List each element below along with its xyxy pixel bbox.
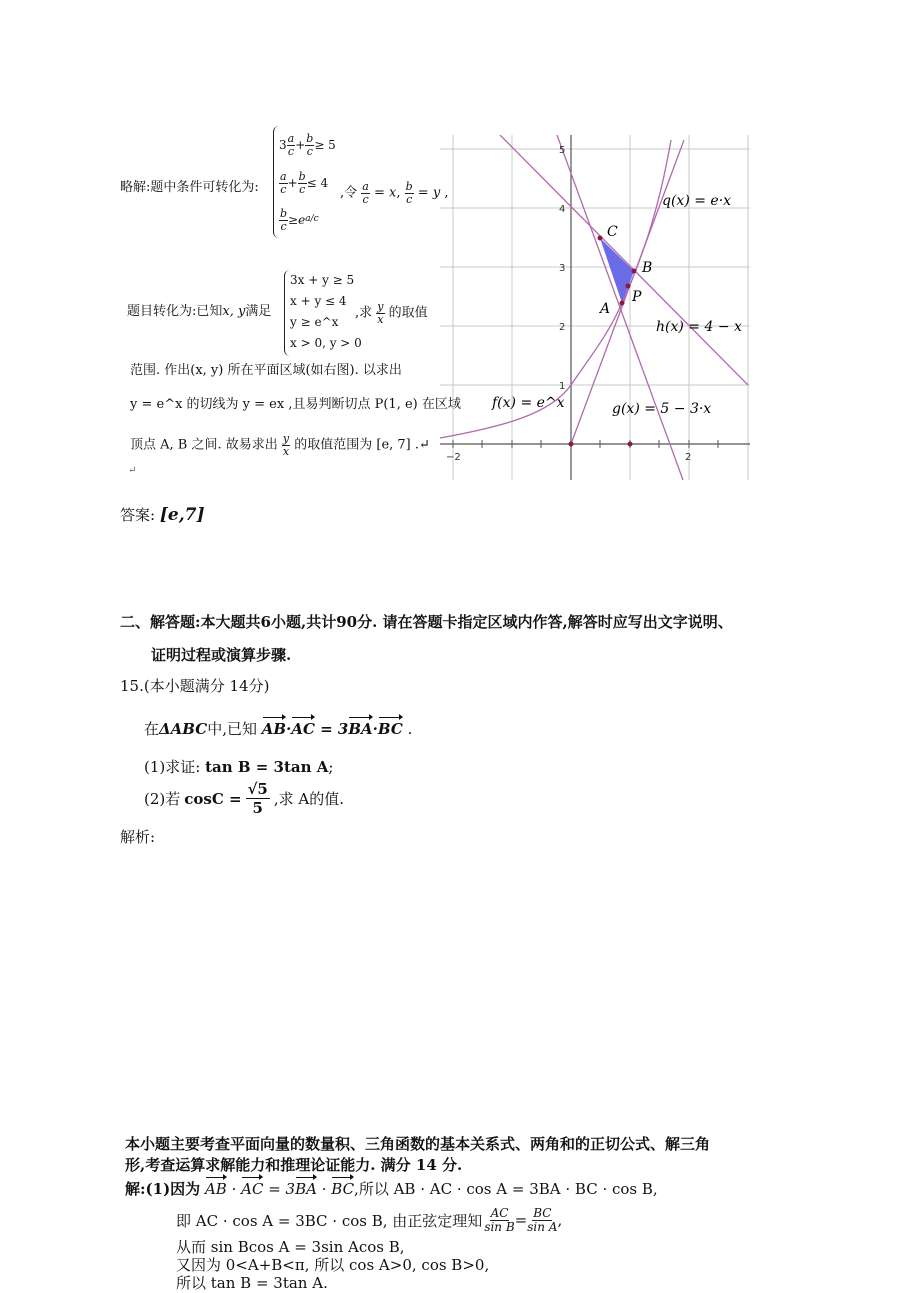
- section-heading-line1: 二、解答题:本大题共6小题,共计90分. 请在答题卡指定区域内作答,解答时应写出文字说明、: [120, 613, 733, 631]
- solution-step-1: 解:(1)因为 AB · AC = 3BA · BC,所以 AB · AC · cos A = 3BA · BC · cos B,: [125, 1180, 658, 1198]
- xy-cond-4: x > 0, y > 0: [290, 336, 362, 350]
- hint-line2-lead: 题目转化为:已知x, y满足: [127, 304, 272, 319]
- analysis-label: 解析:: [120, 828, 156, 846]
- point-c-label: C: [607, 224, 618, 240]
- point-b-label: B: [642, 260, 653, 276]
- feasible-region-graph: [440, 135, 750, 485]
- solution-intro-1: 本小题主要考查平面向量的数量积、三角函数的基本关系式、两角和的正切公式、解三角: [125, 1135, 711, 1153]
- solution-intro-2: 形,考查运算求解能力和推理论证能力. 满分 14 分.: [125, 1156, 463, 1174]
- problem-number: 15.(本小题满分 14分): [120, 677, 270, 695]
- q-label: q(x) = e·x: [662, 193, 732, 209]
- substitution: ,令 $\frac{a}{c}$ = x, $\frac{b}{c}$ = y ,: [340, 180, 449, 206]
- y-tick-1: 1: [559, 381, 566, 392]
- part-2: (2)若 cosC = $\frac{√5}{5}$ ,求 A的值.: [144, 780, 344, 817]
- x-tick-neg2: −2: [446, 452, 461, 463]
- xy-cond-2: x + y ≤ 4: [290, 294, 347, 308]
- point-a-label: A: [600, 301, 611, 317]
- solution-step-3: 从而 sin Bcos A = 3sin Acos B,: [176, 1238, 405, 1256]
- part-1: (1)求证: tan B = 3tan A;: [144, 758, 334, 776]
- hint-line2-tail: ,求 $\frac{y}{x}$ 的取值: [355, 300, 428, 326]
- condition-1: 3 $\frac{a}{c}$ + $\frac{b}{c}$ ≥ 5: [279, 131, 336, 158]
- y-tick-2: 2: [559, 322, 566, 333]
- h-label: h(x) = 4 − x: [656, 319, 742, 335]
- xy-system: [284, 270, 362, 356]
- answer-line: 答案: [e,7]: [120, 505, 205, 525]
- f-label: f(x) = e^x: [492, 395, 565, 411]
- curves: [440, 135, 748, 480]
- condition-3: $\frac{b}{c}$ ≥ e a/c: [280, 206, 319, 233]
- h-line: [500, 135, 748, 385]
- y-tick-3: 3: [559, 263, 566, 274]
- x-tick-2: 2: [685, 452, 692, 463]
- g-label: g(x) = 5 − 3·x: [612, 401, 712, 417]
- point-p-label: P: [632, 289, 642, 305]
- xy-cond-1: 3x + y ≥ 5: [290, 273, 355, 287]
- hint-lead: 略解:题中条件可转化为:: [120, 180, 259, 195]
- hint-line5: 顶点 A, B 之间. 故易求出 $\frac{y}{x}$ 的取值范围为 [e, 7] .↵: [130, 432, 430, 458]
- hint-line4: y = e^x 的切线为 y = ex ,且易判断切点 P(1, e) 在区域: [130, 397, 461, 412]
- paragraph-mark: ↵: [128, 465, 137, 476]
- condition-2: $\frac{a}{c}$ + $\frac{b}{c}$ ≤ 4: [280, 169, 329, 196]
- section-heading-line2: 证明过程或演算步骤.: [151, 646, 292, 664]
- solution-step-4: 又因为 0<A+B<π, 所以 cos A>0, cos B>0,: [176, 1256, 490, 1274]
- problem-stem: 在ΔABC中,已知 AB·AC = 3BA·BC .: [144, 720, 413, 738]
- y-tick-5: 5: [559, 145, 566, 156]
- condition-system: [273, 126, 336, 238]
- solution-step-5: 所以 tan B = 3tan A.: [176, 1274, 328, 1292]
- solution-step-2: 即 AC · cos A = 3BC · cos B, 由正弦定理知 $\frac{AC}{\text{sin B}}$ = $\frac{BC}{\text{sin A}}$ ,: [176, 1206, 563, 1234]
- feasible-region: [600, 238, 634, 303]
- hint-line3: 范围. 作出(x, y) 所在平面区域(如右图). 以求出: [130, 363, 402, 378]
- xy-cond-3: y ≥ e^x: [290, 315, 339, 329]
- y-tick-4: 4: [559, 204, 566, 215]
